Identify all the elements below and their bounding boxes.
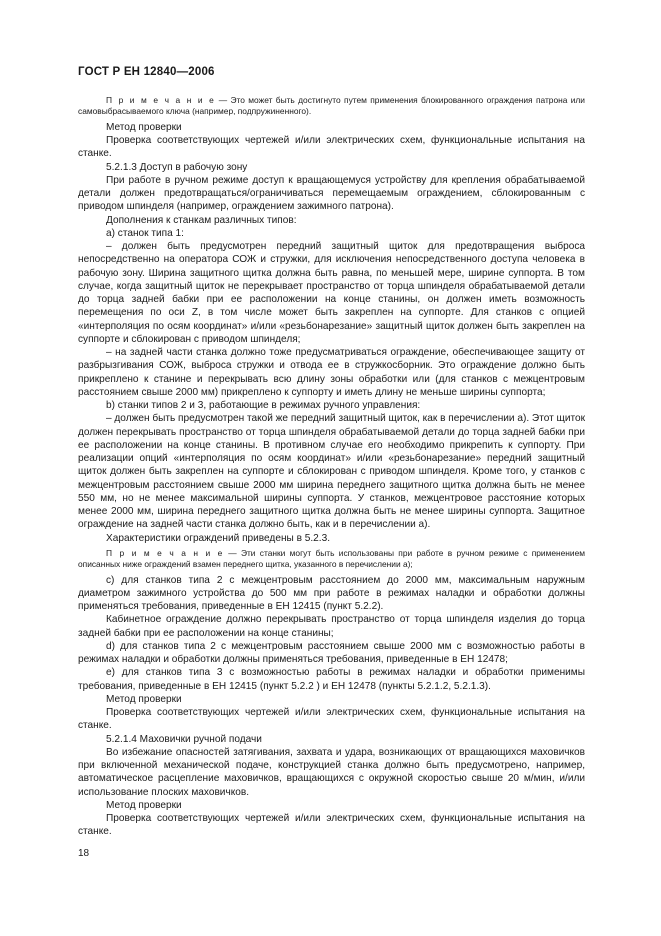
list-item-b: b) станки типов 2 и 3, работающие в режимах ручного управления: xyxy=(106,400,421,412)
note-label: П р и м е ч а н и е xyxy=(106,547,224,558)
list-item-a: а) станок типа 1: xyxy=(106,227,184,239)
list-item-c: с) для станков типа 2 с межцентровым расстоянием до 2000 мм, максимальным наружным диаметром зажимного устройства до 500 мм при работе в режимах наладки и обработки должны применяться требования, приведенные в ЕН 12415 (пункт 5.2.2). xyxy=(78,574,585,613)
method-text: Проверка соответствующих чертежей и/или электрических схем, функциональные испытания на станке. xyxy=(78,813,585,838)
note-text: — Эти станки могут быть использованы при работе в ручном режиме с применением описанных ниже ограждений взамен переднего щитка, указанного в перечислении а); xyxy=(78,547,585,570)
body-paragraph: Во избежание опасностей затягивания, захвата и удара, возникающих от вращающихся маховичков при включенной механической подаче, конструкцией станка должно быть предусмотрено, например, автоматическое расцепление маховичков, вращающихся с окружной скоростью свыше 20 м/мин, и/или использование плоских маховичков. xyxy=(78,746,585,798)
list-dash-item: – должен быть предусмотрен такой же передний защитный щиток, как в перечислении а). Этот щиток должен перекрывать пространство от торца шпинделя обрабатываемой детали до торца задней бабки при ее расположении на конце станины. В противном случае его необходимо прикрепить к суппорту. При реализации опций «интерполяция по осям координат» и/или «резьбонарезание» передний защитный щиток должен быть закреплен на суппорте и сблокирован с приводом шпинделя. Кроме того, у станков с межцентровым расстоянием свыше 2000 мм ширина переднего защитного щитка должна быть не менее 550 мм, но не менее максимальной ширины суппорта. У станков, межцентровое расстояние которых менее 2000 мм, ширина переднего защитного щитка должна быть не менее ширины суппорта. Защитное ограждение на задней части станка должно быть, как и в перечислении а). xyxy=(78,413,585,531)
section-heading-5-2-1-4: 5.2.1.4 Маховички ручной подачи xyxy=(106,733,262,745)
page-number: 18 xyxy=(78,848,90,859)
method-text: Проверка соответствующих чертежей и/или электрических схем, функциональные испытания на станке. xyxy=(78,135,585,160)
body-paragraph: Кабинетное ограждение должно перекрывать пространство от торца шпинделя изделия до торца задней бабки при ее расположении на конце станины; xyxy=(78,614,585,639)
body-paragraph: Дополнения к станкам различных типов: xyxy=(106,214,297,226)
list-dash-item: – на задней части станка должно тоже предусматриваться ограждение, обеспечивающее защиту от разбрызгивания СОЖ, выброса стружки и отвода ее в стружкосборник. Это ограждение должно быть прикреплено к станине и перекрывать всю длину зоны обработки или (для станков с межцентровым расстоянием свыше 2000 мм) прикреплено к суппорту и иметь длину не меньше ширины суппорта; xyxy=(78,347,585,398)
note-paragraph xyxy=(78,95,585,118)
document-header: ГОСТ Р ЕН 12840—2006 xyxy=(78,66,215,78)
document-body xyxy=(78,95,585,839)
note-label: П р и м е ч а н и е xyxy=(106,95,216,105)
list-item-e: е) для станков типа 3 с возможностью работы в режимах наладки и обработки применимы требования, приведенные в ЕН 12415 (пункт 5.2.2 ) и ЕН 12478 (пункты 5.2.1.2, 5.2.1.3). xyxy=(78,667,585,692)
note-paragraph xyxy=(78,548,585,571)
method-heading: Метод проверки xyxy=(106,693,182,705)
list-item-d: d) для станков типа 2 с межцентровым расстоянием свыше 2000 мм с возможностью работы в режимах наладки и обработки должны применяться требования, приведенные в ЕН 12478; xyxy=(78,640,585,666)
method-heading: Метод проверки xyxy=(106,121,182,133)
body-paragraph: При работе в ручном режиме доступ к вращающемуся устройству для крепления обрабатываемой детали должен предотвращаться/ограничиваться перемещаемым ограждением, сблокированным с приводом шпинделя (например, ограждением зажимного патрона). xyxy=(78,174,585,213)
note-text: — Это может быть достигнуто путем применения блокированного ограждения патрона или самовыбрасываемого ключа (например, подпружиненного). xyxy=(78,95,585,117)
body-paragraph: Характеристики ограждений приведены в 5.2.3. xyxy=(106,532,330,544)
method-text: Проверка соответствующих чертежей и/или электрических схем, функциональные испытания на станке. xyxy=(78,707,585,732)
section-heading-5-2-1-3: 5.2.1.3 Доступ в рабочую зону xyxy=(106,161,248,173)
list-dash-item: – должен быть предусмотрен передний защитный щиток для предотвращения выброса непосредственно на оператора СОЖ и стружки, для исключения непосредственного доступа человека в рабочую зону. Ширина защитного щитка должна быть равна, по меньшей мере, ширине суппорта. В том случае, когда защитный щиток не перекрывает пространство от торца шпинделя обрабатываемой детали до торца задней бабки при ее расположении на конце станины, он должен иметь возможность перемещения по оси Z, в том числе может быть закреплен на суппорте. Для станков с опцией «интерполяция по осям координат» и/или «резьбонарезание» защитный щиток должен быть закреплен на суппорте и сблокирован с приводом шпинделя; xyxy=(78,241,585,345)
method-heading: Метод проверки xyxy=(106,799,182,811)
